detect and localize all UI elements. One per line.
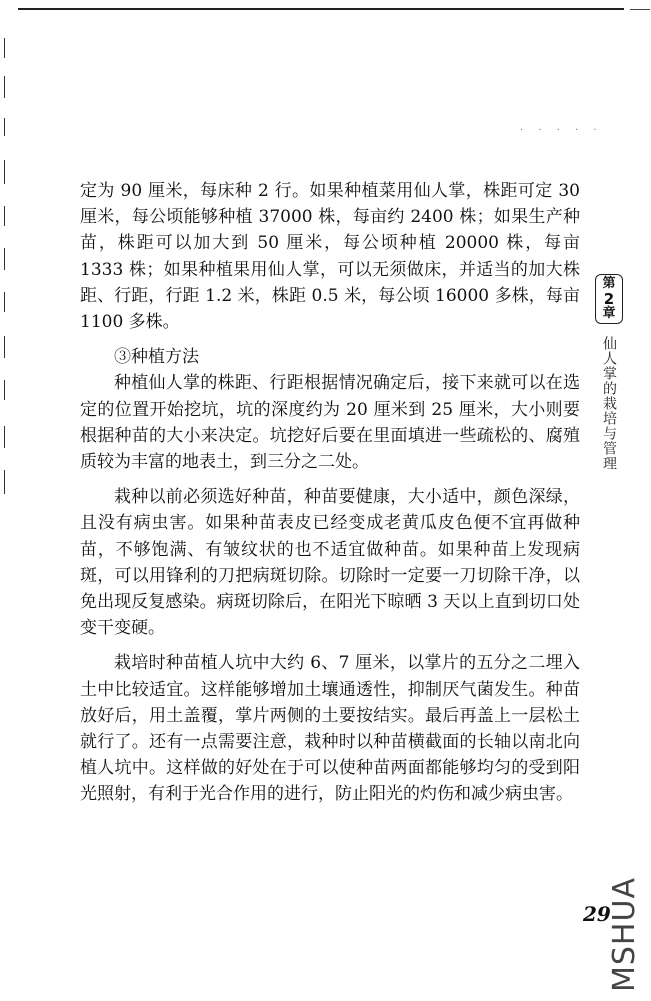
chapter-label-top: 第 (602, 276, 616, 291)
binding-marks (0, 30, 6, 500)
scan-specks: . . . . . (520, 122, 603, 133)
paragraph-1: 定为 90 厘米，每床种 2 行。如果种植菜用仙人掌，株距可定 30 厘米，每公顷能够种植 37000 株，每亩约 2400 株；如果生产种苗，株距可以加大到 50 厘米，每公顷种植 20000 株，每亩 1333 株；如果种植果用仙人掌，可以无须做床，并适当的加大株距、行距，行距 1.2 米，株距 0.5 米，每公顷 16000 多株，每亩 1100 多株。 (80, 181, 580, 333)
subheading-planting-method: ③种植方法 (114, 347, 199, 368)
paragraph-2: 种植仙人掌的株距、行距根据情况确定后，接下来就可以在选定的位置开始挖坑，坑的深度约为 20 厘米到 25 厘米，大小则要根据种苗的大小来决定。坑挖好后要在里面填进一些疏松的、腐殖质较为丰富的地表土，到三分之二处。 (80, 373, 580, 473)
top-rule (18, 8, 624, 10)
page-number: 29 (583, 902, 611, 926)
chapter-badge (595, 274, 623, 324)
chapter-title: 仙人掌的栽培与管理 (601, 336, 617, 471)
chapter-label-bottom: 章 (602, 306, 616, 321)
chapter-tab (587, 274, 631, 471)
paragraph-4: 栽培时种苗植人坑中大约 6、7 厘米，以掌片的五分之二埋入土中比较适宜。这样能够增加土壤通透性，抑制厌气菌发生。种苗放好后，用土盖覆，掌片两侧的土要按结实。最后再盖上一层松土就行了。还有一点需要注意，栽种时以种苗横截面的长轴以南北向植人坑中。这样做的好处在于可以使种苗两面都能够均匀的受到阳光照射，有利于光合作用的进行，防止阳光的灼伤和减少病虫害。 (80, 653, 580, 805)
top-rule-thin (630, 9, 650, 10)
body-text (80, 178, 580, 808)
paragraph-3: 栽种以前必须选好种苗，种苗要健康，大小适中，颜色深绿，且没有病虫害。如果种苗表皮已经变成老黄瓜皮色便不宜再做种苗，不够饱满、有皱纹状的也不适宜做种苗。如果种苗上发现病斑，可以用锋利的刀把病斑切除。切除时一定要一刀切除干净，以免出现反复感染。病斑切除后，在阳光下晾晒 3 天以上直到切口处变干变硬。 (80, 487, 580, 639)
watermark: MSHUA (607, 877, 642, 993)
chapter-number: 2 (603, 290, 615, 308)
